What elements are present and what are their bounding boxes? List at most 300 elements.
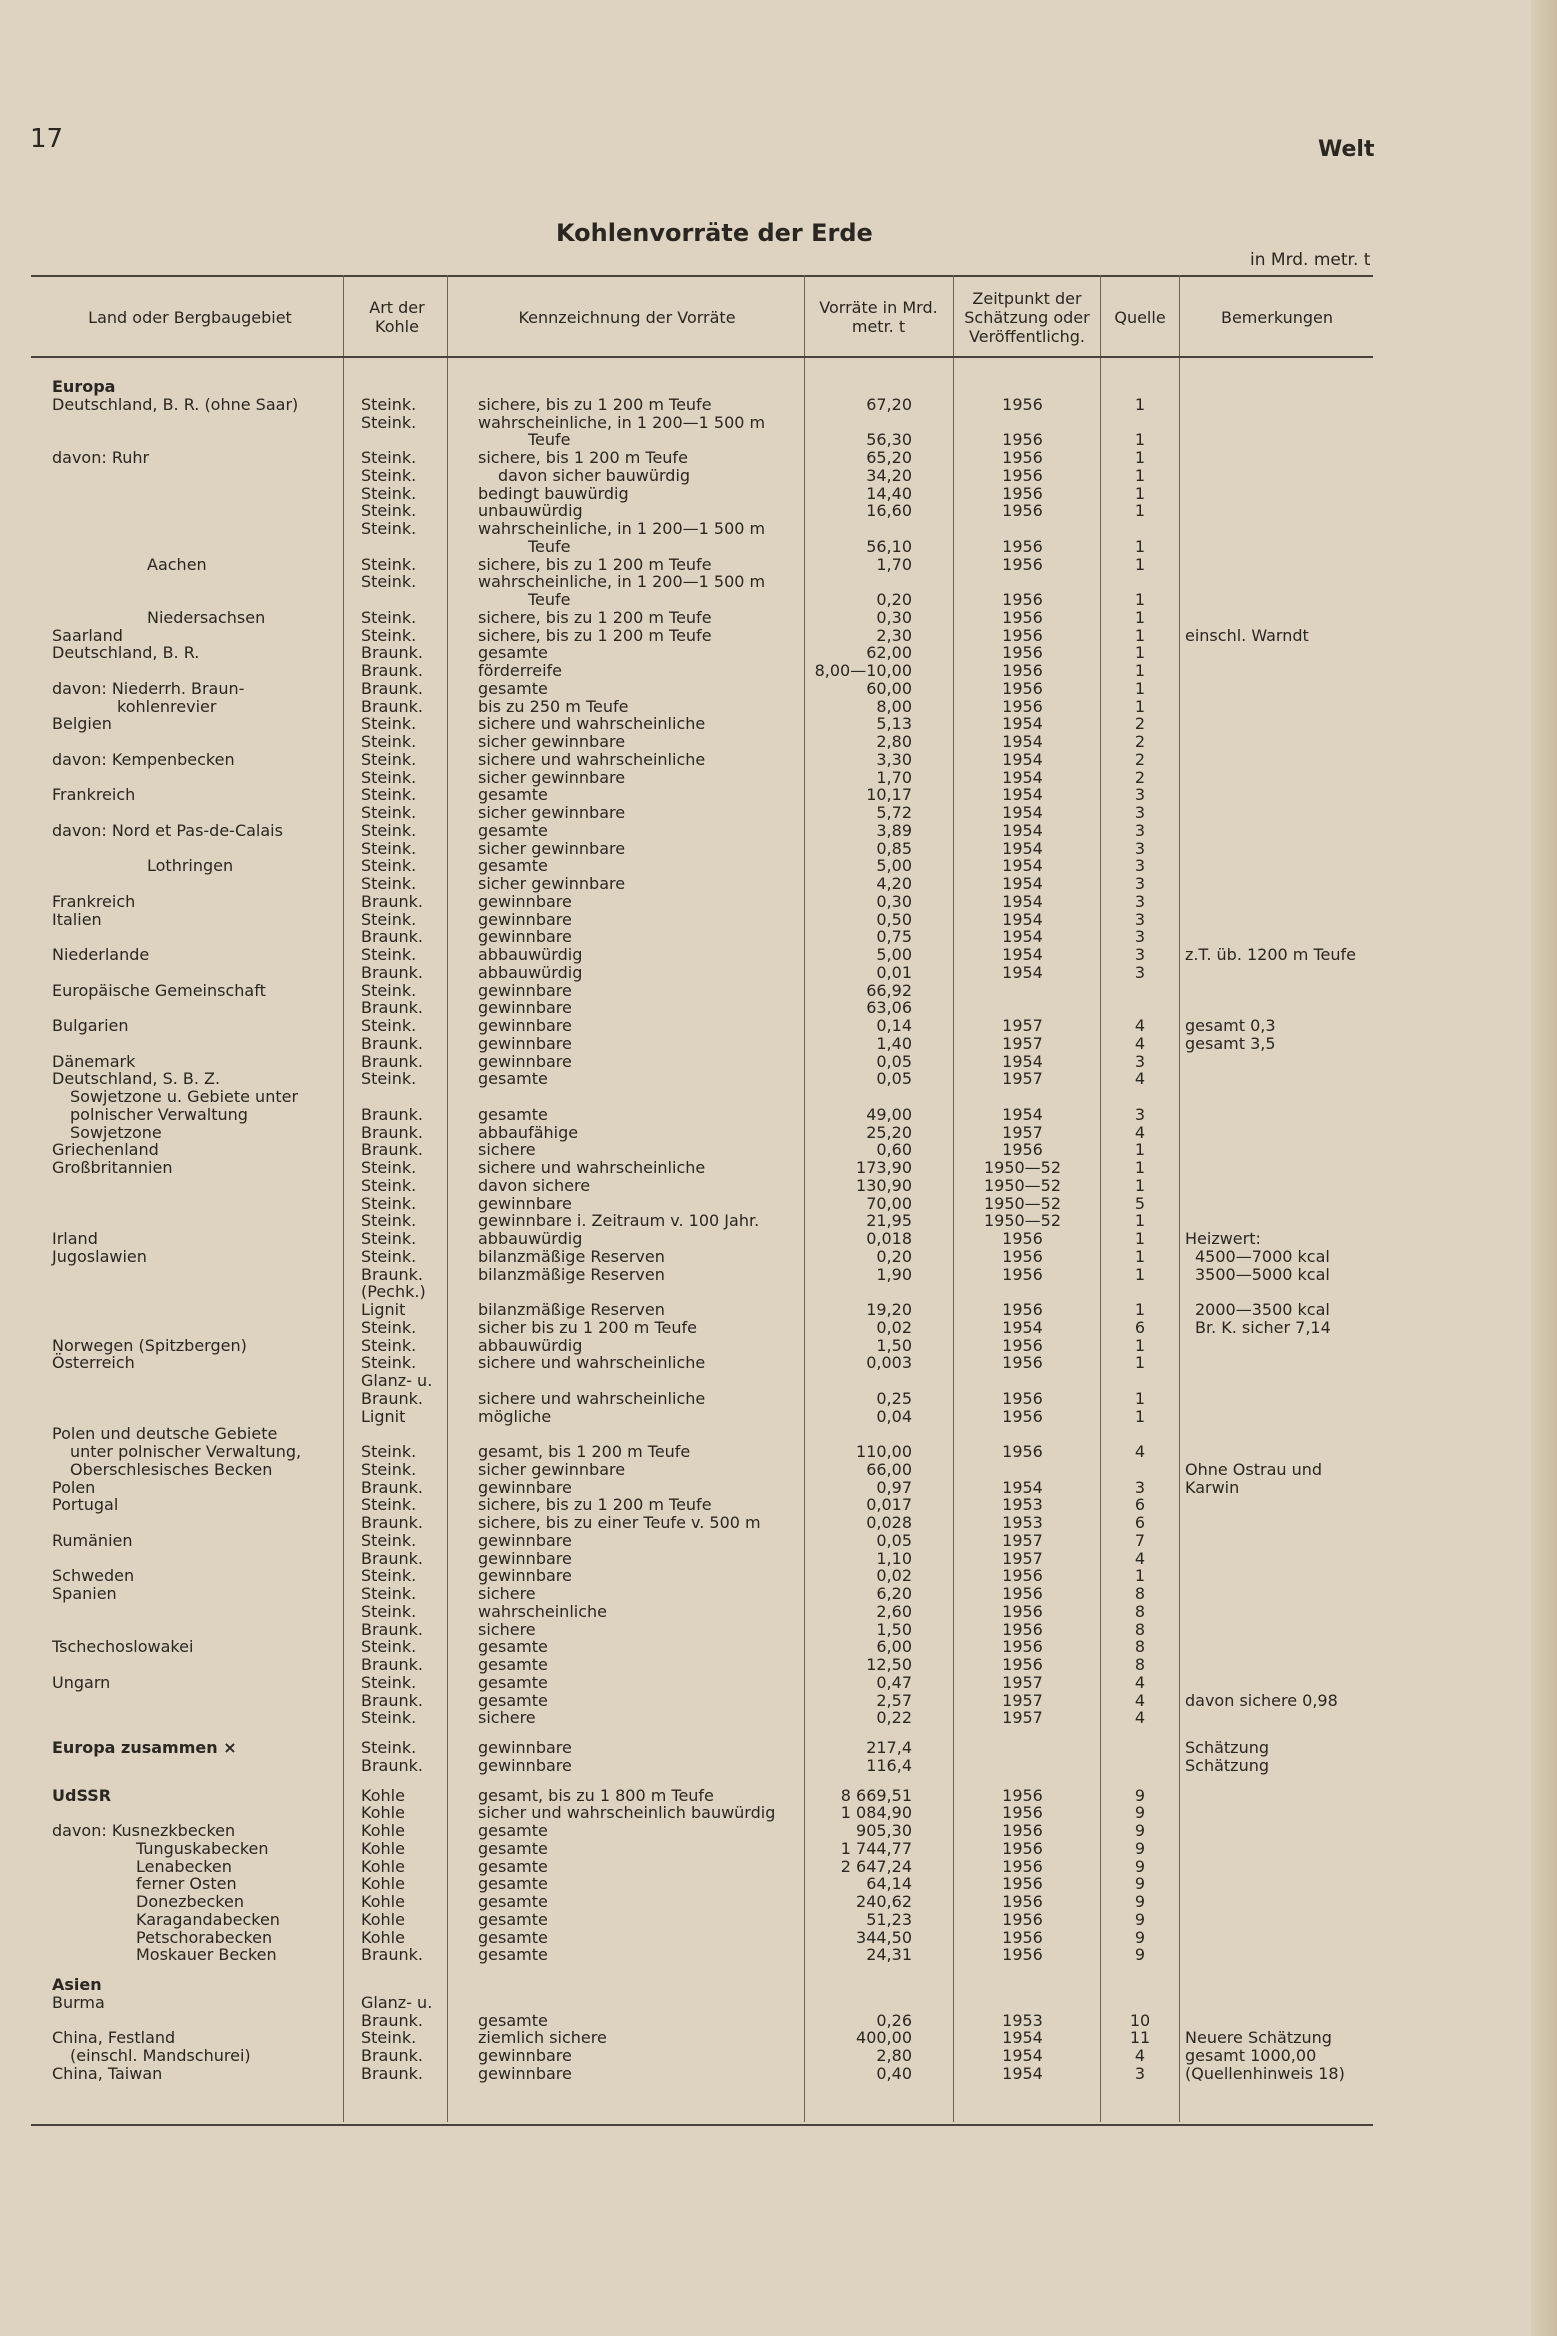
- cell-kenn: gesamte: [478, 643, 548, 663]
- cell-quelle: 8: [1134, 1655, 1146, 1674]
- cell-vorr: 1,90: [876, 1264, 912, 1284]
- header-kennzeichnung: Kennzeichnung der Vorräte: [518, 307, 736, 327]
- cell-quelle: 1: [1134, 536, 1146, 556]
- cell-quelle: 1: [1134, 1175, 1146, 1195]
- cell-art: Kohle: [361, 1785, 405, 1805]
- cell-kenn: sicher gewinnbare: [478, 803, 626, 822]
- table-row: [0, 857, 1557, 875]
- cell-kenn: gewinnbare: [478, 1566, 572, 1586]
- cell-vorr: 130,90: [856, 1175, 912, 1195]
- cell-art: Braunk.: [361, 1122, 423, 1142]
- cell-quelle: 4: [1134, 1690, 1146, 1710]
- cell-land: Jugoslawien: [52, 1246, 147, 1266]
- cell-art: Braunk.: [361, 1690, 423, 1710]
- cell-quelle: 3: [1134, 803, 1146, 822]
- cell-kenn: sichere, bis 1 200 m Teufe: [478, 448, 688, 467]
- cell-art: Steink.: [361, 1175, 417, 1195]
- cell-art: Braunk.: [361, 1104, 423, 1124]
- cell-zeit: 1957: [1002, 1690, 1043, 1710]
- cell-vorr: 6,20: [876, 1584, 912, 1603]
- cell-land: Oberschlesisches Becken: [70, 1459, 273, 1479]
- cell-land: Rumänien: [52, 1530, 133, 1550]
- table-row: [0, 1822, 1557, 1840]
- table-row: [0, 1840, 1557, 1858]
- cell-art: Steink.: [361, 945, 417, 964]
- cell-quelle: 3: [1134, 909, 1146, 929]
- cell-art: Steink.: [361, 732, 417, 751]
- cell-quelle: 7: [1134, 1530, 1146, 1550]
- table-row: [0, 467, 1557, 485]
- cell-kenn: sichere und wahrscheinliche: [478, 1388, 706, 1408]
- cell-bem: einschl. Warndt: [1185, 625, 1309, 645]
- cell-quelle: 5: [1134, 1193, 1146, 1213]
- cell-vorr: 116,4: [866, 1755, 912, 1775]
- table-row: [0, 715, 1557, 733]
- cell-vorr: 0,20: [876, 590, 912, 609]
- cell-kenn: gewinnbare: [478, 2063, 572, 2083]
- table-row: [0, 520, 1557, 538]
- table-row: [0, 786, 1557, 804]
- cell-quelle: 1: [1134, 554, 1146, 574]
- cell-kenn: gesamt, bis zu 1 800 m Teufe: [478, 1785, 714, 1805]
- cell-kenn: gewinnbare: [478, 1051, 572, 1071]
- table-row: [0, 591, 1557, 609]
- table-row: [0, 964, 1557, 982]
- cell-kenn: gesamte: [478, 1945, 548, 1965]
- cell-zeit: 1954: [1002, 909, 1043, 929]
- cell-quelle: 9: [1134, 1821, 1146, 1840]
- cell-vorr: 24,31: [866, 1945, 912, 1965]
- cell-zeit: 1954: [1002, 874, 1043, 893]
- cell-vorr: 2 647,24: [840, 1856, 912, 1876]
- cell-kenn: gewinnbare: [478, 909, 572, 929]
- cell-quelle: 9: [1134, 1785, 1146, 1805]
- cell-bem: 3500—5000 kcal: [1195, 1264, 1330, 1284]
- cell-kenn: gesamte: [478, 1874, 548, 1894]
- table-row: [0, 1248, 1557, 1266]
- cell-land: Sowjetzone u. Gebiete unter: [70, 1087, 299, 1106]
- cell-art: Braunk.: [361, 1755, 423, 1775]
- cell-vorr: 0,50: [876, 909, 912, 929]
- cell-quelle: 3: [1134, 856, 1146, 876]
- table-row: [0, 698, 1557, 716]
- cell-kenn: gewinnbare: [478, 891, 572, 911]
- table-row: [0, 1372, 1557, 1390]
- cell-kenn: sichere, bis zu 1 200 m Teufe: [478, 607, 712, 627]
- cell-quelle: 1: [1134, 643, 1146, 663]
- cell-kenn: ziemlich sichere: [478, 2028, 607, 2048]
- cell-art: Steink.: [361, 448, 417, 467]
- cell-vorr: 344,50: [856, 1927, 912, 1947]
- cell-vorr: 19,20: [866, 1300, 912, 1319]
- cell-bem: Schätzung: [1185, 1738, 1270, 1757]
- cell-land: Deutschland, B. R. (ohne Saar): [52, 394, 299, 414]
- cell-kenn: sichere: [478, 1708, 536, 1728]
- cell-zeit: 1957: [1002, 1016, 1043, 1035]
- cell-zeit: 1956: [1002, 1584, 1043, 1603]
- cell-kenn: gewinnbare: [478, 1530, 572, 1550]
- cell-zeit: 1956: [1002, 1335, 1043, 1355]
- cell-kenn: gewinnbare: [478, 1193, 572, 1213]
- cell-land: (einschl. Mandschurei): [70, 2046, 251, 2065]
- cell-zeit: 1954: [1002, 962, 1043, 982]
- cell-land: Spanien: [52, 1584, 117, 1603]
- cell-art: Steink.: [361, 1566, 417, 1586]
- cell-art: Steink.: [361, 714, 417, 734]
- cell-art: Braunk.: [361, 1264, 423, 1284]
- cell-quelle: 4: [1134, 1069, 1146, 1089]
- cell-bem: gesamt 0,3: [1185, 1016, 1276, 1035]
- table-row: [0, 1946, 1557, 1964]
- cell-quelle: 3: [1134, 927, 1146, 947]
- cell-art: Kohle: [361, 1927, 405, 1947]
- cell-art: Steink.: [361, 394, 417, 414]
- table-row: [0, 928, 1557, 946]
- cell-vorr: 8,00—10,00: [814, 661, 912, 680]
- cell-art: Steink.: [361, 1069, 417, 1089]
- cell-art: Steink.: [361, 554, 417, 574]
- cell-art: Steink.: [361, 1246, 417, 1266]
- cell-zeit: 1956: [1002, 1856, 1043, 1876]
- cell-bem: gesamt 1000,00: [1185, 2046, 1317, 2065]
- cell-land: Schweden: [52, 1566, 135, 1586]
- cell-quelle: 8: [1134, 1601, 1146, 1621]
- cell-art: Steink.: [361, 874, 417, 893]
- cell-vorr: 400,00: [856, 2028, 912, 2048]
- cell-art: Steink.: [361, 838, 417, 858]
- table-row: [0, 1638, 1557, 1656]
- cell-vorr: 0,30: [876, 891, 912, 911]
- cell-quelle: 6: [1134, 1317, 1146, 1337]
- cell-quelle: 4: [1134, 1672, 1146, 1692]
- cell-vorr: 3,89: [876, 820, 912, 840]
- cell-bem: Br. K. sicher 7,14: [1195, 1317, 1331, 1337]
- cell-land: Deutschland, B. R.: [52, 643, 200, 663]
- cell-kenn: gesamte: [478, 1672, 548, 1692]
- cell-quelle: 8: [1134, 1619, 1146, 1639]
- cell-zeit: 1956: [1002, 590, 1043, 609]
- table-row: [0, 1177, 1557, 1195]
- cell-land: Asien: [52, 1975, 102, 1994]
- cell-land: davon: Ruhr: [52, 448, 150, 467]
- cell-kenn: unbauwürdig: [478, 501, 583, 521]
- cell-vorr: 8,00: [876, 696, 912, 716]
- table-row: [0, 1390, 1557, 1408]
- table-row: [0, 875, 1557, 893]
- cell-zeit: 1954: [1002, 1477, 1043, 1497]
- cell-quelle: 6: [1134, 1513, 1146, 1532]
- table-row: [0, 449, 1557, 467]
- cell-kenn: gewinnbare: [478, 1477, 572, 1497]
- cell-vorr: 12,50: [866, 1655, 912, 1674]
- cell-zeit: 1956: [1002, 1619, 1043, 1639]
- cell-art: Steink.: [361, 1601, 417, 1621]
- cell-vorr: 0,04: [876, 1406, 912, 1426]
- cell-quelle: 10: [1129, 2010, 1151, 2030]
- cell-kenn: gesamte: [478, 785, 548, 805]
- cell-zeit: 1956: [1002, 678, 1043, 698]
- cell-kenn: gewinnbare: [478, 1755, 572, 1775]
- cell-kenn: gewinnbare: [478, 998, 572, 1018]
- table-row: [0, 1124, 1557, 1142]
- table-row: [0, 1496, 1557, 1514]
- cell-zeit: 1956: [1002, 1388, 1043, 1408]
- cell-quelle: 9: [1134, 1927, 1146, 1947]
- cell-zeit: 1956: [1002, 554, 1043, 574]
- cell-kenn: sichere, bis zu 1 200 m Teufe: [478, 394, 712, 414]
- cell-quelle: 1: [1134, 1300, 1146, 1319]
- cell-zeit: 1956: [1002, 1264, 1043, 1284]
- cell-bem: Ohne Ostrau und: [1185, 1459, 1323, 1479]
- cell-quelle: 9: [1134, 1838, 1146, 1858]
- table-row: [0, 1425, 1557, 1443]
- cell-kenn: sicher gewinnbare: [478, 767, 626, 787]
- cell-vorr: 2,80: [876, 2046, 912, 2065]
- cell-quelle: 2: [1134, 749, 1146, 769]
- cell-zeit: 1956: [1002, 1566, 1043, 1586]
- cell-vorr: 1,40: [876, 1033, 912, 1053]
- cell-zeit: 1950—52: [983, 1175, 1062, 1195]
- cell-art: Steink.: [361, 1193, 417, 1213]
- cell-art: Steink.: [361, 465, 417, 485]
- cell-vorr: 0,60: [876, 1140, 912, 1160]
- cell-bem: 2000—3500 kcal: [1195, 1300, 1330, 1319]
- cell-zeit: 1954: [1002, 1317, 1043, 1337]
- cell-vorr: 0,05: [876, 1530, 912, 1550]
- cell-art: Steink.: [361, 803, 417, 822]
- table-row: [0, 999, 1557, 1017]
- table-row: [0, 538, 1557, 556]
- cell-art: Kohle: [361, 1821, 405, 1840]
- cell-zeit: 1956: [1002, 661, 1043, 680]
- table-row: [0, 769, 1557, 787]
- cell-land: Moskauer Becken: [136, 1945, 277, 1965]
- table-row: [0, 1893, 1557, 1911]
- cell-kenn: förderreife: [478, 661, 563, 680]
- cell-quelle: 9: [1134, 1945, 1146, 1965]
- table-row: [0, 1141, 1557, 1159]
- cell-bem: Heizwert:: [1185, 1229, 1261, 1248]
- cell-art: Braunk.: [361, 661, 423, 680]
- cell-vorr: 56,30: [866, 430, 912, 450]
- cell-vorr: 0,003: [866, 1353, 912, 1373]
- cell-quelle: 1: [1134, 1140, 1146, 1160]
- cell-zeit: 1956: [1002, 1353, 1043, 1373]
- cell-art: Steink.: [361, 1584, 417, 1603]
- cell-quelle: 8: [1134, 1584, 1146, 1603]
- cell-land: Frankreich: [52, 891, 136, 911]
- table-row: [0, 840, 1557, 858]
- table-row: [0, 804, 1557, 822]
- cell-land: Ungarn: [52, 1672, 111, 1692]
- cell-art: Braunk.: [361, 2010, 423, 2030]
- table-row: [0, 644, 1557, 662]
- table-row: [0, 609, 1557, 627]
- cell-kenn: gesamte: [478, 1909, 548, 1929]
- cell-kenn: gewinnbare: [478, 1016, 572, 1035]
- cell-art: Braunk.: [361, 1945, 423, 1965]
- cell-land: Europa: [52, 377, 116, 396]
- cell-vorr: 70,00: [866, 1193, 912, 1213]
- cell-kenn: gesamte: [478, 1856, 548, 1876]
- cell-quelle: 3: [1134, 962, 1146, 982]
- table-row: [0, 1017, 1557, 1035]
- cell-zeit: 1954: [1002, 1104, 1043, 1124]
- cell-land: Niedersachsen: [147, 607, 266, 627]
- cell-art: Steink.: [361, 572, 417, 592]
- cell-kenn: gesamte: [478, 1104, 548, 1124]
- cell-kenn: gesamte: [478, 678, 548, 698]
- cell-kenn: gewinnbare: [478, 1548, 572, 1568]
- cell-art: Steink.: [361, 1459, 417, 1479]
- cell-land: Europäische Gemeinschaft: [52, 980, 266, 1000]
- cell-art: Braunk.: [361, 2046, 423, 2065]
- cell-kenn: sicher und wahrscheinlich bauwürdig: [478, 1803, 776, 1823]
- cell-quelle: 1: [1134, 1406, 1146, 1426]
- table-row: [0, 1514, 1557, 1532]
- cell-land: Polen und deutsche Gebiete: [52, 1424, 278, 1444]
- table-row: [0, 378, 1557, 396]
- cell-land: Dänemark: [52, 1051, 136, 1071]
- cell-vorr: 65,20: [866, 448, 912, 467]
- cell-art: Steink.: [361, 767, 417, 787]
- cell-land: Portugal: [52, 1495, 119, 1515]
- table-row: [0, 1621, 1557, 1639]
- cell-kenn: gesamte: [478, 820, 548, 840]
- cell-art: Braunk.: [361, 678, 423, 698]
- cell-kenn: abbauwürdig: [478, 1229, 583, 1248]
- cell-zeit: 1956: [1002, 643, 1043, 663]
- table-row: [0, 1929, 1557, 1947]
- cell-quelle: 1: [1134, 1353, 1146, 1373]
- cell-vorr: 1,70: [876, 554, 912, 574]
- cell-vorr: 1 744,77: [840, 1838, 912, 1858]
- cell-quelle: 6: [1134, 1495, 1146, 1515]
- cell-kenn: sicher gewinnbare: [478, 838, 626, 858]
- table-row: [0, 1911, 1557, 1929]
- cell-art: Steink.: [361, 1211, 417, 1231]
- cell-land: Bulgarien: [52, 1016, 129, 1035]
- cell-vorr: 0,26: [876, 2010, 912, 2030]
- cell-kenn: gesamte: [478, 1892, 548, 1911]
- cell-art: Kohle: [361, 1892, 405, 1911]
- cell-vorr: 5,00: [876, 856, 912, 876]
- cell-zeit: 1954: [1002, 749, 1043, 769]
- table-row: [0, 1319, 1557, 1337]
- cell-land: Frankreich: [52, 785, 136, 805]
- cell-land: Polen: [52, 1477, 96, 1497]
- cell-vorr: 10,17: [866, 785, 912, 805]
- cell-art: Braunk.: [361, 1477, 423, 1497]
- cell-land: Tunguskabecken: [136, 1838, 269, 1858]
- cell-kenn: sichere und wahrscheinliche: [478, 1158, 706, 1177]
- cell-art: Braunk.: [361, 1548, 423, 1568]
- header-art: Art der Kohle: [369, 298, 425, 336]
- cell-kenn: sicher gewinnbare: [478, 874, 626, 893]
- unit-note: in Mrd. metr. t: [1250, 250, 1371, 270]
- cell-land: Niederlande: [52, 945, 150, 964]
- cell-quelle: 4: [1134, 2046, 1146, 2065]
- cell-land: Saarland: [52, 625, 123, 645]
- cell-zeit: 1954: [1002, 732, 1043, 751]
- table-row: [0, 1053, 1557, 1071]
- cell-vorr: 0,40: [876, 2063, 912, 2083]
- cell-zeit: 1953: [1002, 1513, 1043, 1532]
- cell-kenn: sichere, bis zu 1 200 m Teufe: [478, 1495, 712, 1515]
- cell-zeit: 1956: [1002, 1637, 1043, 1657]
- table-row: [0, 1858, 1557, 1876]
- cell-quelle: 4: [1134, 1122, 1146, 1142]
- table-row: [0, 1266, 1557, 1284]
- cell-kenn: gesamte: [478, 1655, 548, 1674]
- cell-zeit: 1954: [1002, 1051, 1043, 1071]
- cell-kenn: gewinnbare: [478, 2046, 572, 2065]
- table-row: [0, 573, 1557, 591]
- cell-bem: davon sichere 0,98: [1185, 1690, 1338, 1710]
- table-row: [0, 1976, 1557, 1994]
- cell-art: Steink.: [361, 625, 417, 645]
- cell-kenn: sichere, bis zu 1 200 m Teufe: [478, 554, 712, 574]
- cell-kenn: sichere und wahrscheinliche: [478, 714, 706, 734]
- cell-kenn: gewinnbare: [478, 1738, 572, 1757]
- cell-vorr: 0,22: [876, 1708, 912, 1728]
- cell-quelle: 1: [1134, 625, 1146, 645]
- cell-art: Braunk.: [361, 962, 423, 982]
- cell-quelle: 1: [1134, 1229, 1146, 1248]
- cell-art: Steink.: [361, 1016, 417, 1035]
- table-row: [0, 1550, 1557, 1568]
- cell-kenn: sichere, bis zu einer Teufe v. 500 m: [478, 1513, 761, 1532]
- cell-art: Braunk.: [361, 1513, 423, 1532]
- table-row: [0, 1674, 1557, 1692]
- cell-vorr: 1,50: [876, 1619, 912, 1639]
- cell-quelle: 1: [1134, 501, 1146, 521]
- table-row: [0, 1212, 1557, 1230]
- cell-zeit: 1956: [1002, 536, 1043, 556]
- cell-land: China, Festland: [52, 2028, 176, 2048]
- cell-zeit: 1950—52: [983, 1193, 1062, 1213]
- cell-zeit: 1954: [1002, 2028, 1043, 2048]
- table-row: [0, 414, 1557, 432]
- table-row: [0, 1585, 1557, 1603]
- cell-kenn: sichere: [478, 1140, 536, 1160]
- cell-zeit: 1956: [1002, 607, 1043, 627]
- cell-kenn: sichere und wahrscheinliche: [478, 749, 706, 769]
- cell-kenn: gesamt, bis 1 200 m Teufe: [478, 1442, 691, 1461]
- table-row: [0, 1709, 1557, 1727]
- table-row: [0, 1567, 1557, 1585]
- cell-zeit: 1956: [1002, 1601, 1043, 1621]
- cell-art: Glanz- u.: [361, 1371, 433, 1390]
- cell-kenn: gewinnbare: [478, 1033, 572, 1053]
- cell-land: davon: Nord et Pas-de-Calais: [52, 820, 283, 840]
- table-row: [0, 751, 1557, 769]
- table-row: [0, 893, 1557, 911]
- cell-vorr: 0,25: [876, 1388, 912, 1408]
- cell-art: Braunk.: [361, 927, 423, 947]
- cell-art: Steink.: [361, 1738, 417, 1757]
- cell-vorr: 51,23: [866, 1909, 912, 1929]
- cell-kenn: bilanzmäßige Reserven: [478, 1264, 665, 1284]
- cell-vorr: 67,20: [866, 394, 912, 414]
- cell-land: polnischer Verwaltung: [70, 1104, 248, 1124]
- cell-quelle: 3: [1134, 1104, 1146, 1124]
- cell-art: Braunk.: [361, 696, 423, 716]
- cell-kenn: davon sicher bauwürdig: [498, 465, 691, 485]
- cell-art: Steink.: [361, 501, 417, 521]
- table-row: [0, 2029, 1557, 2047]
- cell-vorr: 217,4: [866, 1738, 912, 1757]
